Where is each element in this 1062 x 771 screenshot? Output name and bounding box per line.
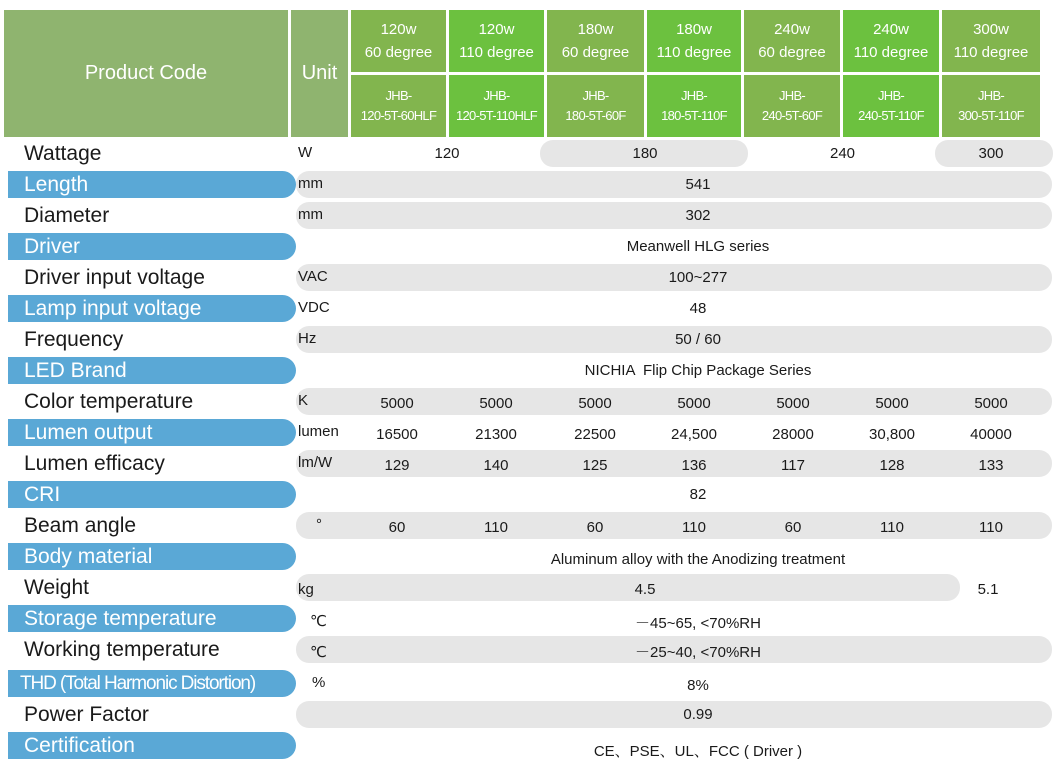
row-led-brand: [0, 356, 1062, 385]
label-weight: Weight: [24, 575, 89, 599]
label-color-temperature: Color temperature: [24, 389, 194, 413]
model-code-5: [744, 75, 840, 137]
model-code-suffix: 180-5T-110F: [661, 108, 727, 123]
model-header-1: [351, 10, 446, 72]
value-cell: 128: [879, 457, 905, 474]
label-frequency: Frequency: [24, 327, 124, 351]
unit-working-temperature: ℃: [310, 644, 327, 661]
row-thd: [0, 669, 1062, 698]
model-code-suffix: 300-5T-110F: [958, 108, 1024, 123]
row-driver-input-voltage: [0, 263, 1062, 292]
label-driver-input-voltage: Driver input voltage: [24, 265, 205, 289]
model-code-suffix: 240-5T-60F: [761, 108, 823, 123]
row-storage-temperature: [0, 604, 1062, 633]
unit-driver-input-voltage: VAC: [298, 268, 328, 285]
value-cell: 5000: [578, 395, 612, 412]
wattage-180: 180: [632, 145, 658, 162]
model-code-prefix: JHB-: [778, 88, 806, 103]
value-frequency: 50 / 60: [675, 331, 721, 348]
model-code-suffix: 180-5T-60F: [565, 108, 626, 123]
label-lamp-input-voltage: Lamp input voltage: [8, 295, 296, 322]
value-storage-temperature: －45~65, <70%RH: [635, 615, 761, 632]
row-color-temperature: [0, 387, 1062, 416]
row-driver: [0, 232, 1062, 261]
value-cell: 60: [388, 519, 406, 536]
model-code-prefix: JHB-: [582, 88, 609, 103]
label-driver: Driver: [8, 233, 296, 260]
label-working-temperature: Working temperature: [24, 637, 220, 661]
value-cell: 28000: [772, 426, 814, 443]
model-header-7: [942, 10, 1040, 72]
value-cell: 110: [682, 519, 706, 536]
value-driver-input-voltage: 100~277: [668, 269, 728, 286]
value-cell: 110: [979, 519, 1003, 536]
value-cell: 125: [582, 457, 608, 474]
model-beam: 60 degree: [364, 44, 433, 61]
unit-lumen-efficacy: lm/W: [298, 454, 333, 471]
wattage-300: 300: [978, 145, 1004, 162]
value-working-temperature: －25~40, <70%RH: [635, 644, 761, 661]
label-lumen-efficacy: Lumen efficacy: [24, 451, 165, 475]
unit-lumen-output: lumen: [298, 423, 339, 440]
wattage-240: 240: [829, 145, 856, 162]
row-lumen-output: [0, 418, 1062, 447]
model-beam: 60 degree: [758, 44, 826, 61]
model-beam: 110 degree: [459, 44, 534, 61]
row-lamp-input-voltage: [0, 294, 1062, 323]
weight-group-2: 5.1: [977, 581, 999, 598]
model-beam: 110 degree: [656, 44, 732, 61]
value-power-factor: 0.99: [683, 706, 713, 723]
model-power: 180w: [577, 21, 614, 38]
row-cri: [0, 480, 1062, 509]
value-cell: 136: [681, 457, 707, 474]
label-thd: THD (Total Harmonic Distortion): [8, 670, 296, 697]
model-code-prefix: JHB-: [680, 88, 708, 103]
row-diameter: [0, 201, 1062, 230]
model-code-2: [449, 75, 544, 137]
value-cell: 140: [483, 457, 509, 474]
value-cell: 5000: [875, 395, 909, 412]
model-code-4: [647, 75, 741, 137]
unit-storage-temperature: ℃: [310, 613, 327, 630]
row-body-material: [0, 542, 1062, 571]
unit-diameter: mm: [298, 206, 323, 223]
model-beam: 110 degree: [953, 44, 1029, 61]
model-code-prefix: JHB-: [483, 88, 510, 103]
label-led-brand: LED Brand: [8, 357, 296, 384]
label-certification: Certification: [8, 732, 296, 759]
model-code-prefix: JHB-: [877, 88, 905, 103]
unit-color-temperature: K: [298, 392, 309, 409]
value-cri: 82: [689, 486, 707, 503]
unit-wattage: W: [298, 144, 313, 161]
value-cell: 22500: [574, 426, 616, 443]
model-power: 120w: [478, 21, 515, 38]
model-beam: 110 degree: [853, 44, 929, 61]
value-driver: Meanwell HLG series: [626, 238, 770, 255]
row-lumen-efficacy: [0, 449, 1062, 478]
value-cell: 40000: [970, 426, 1012, 443]
model-power: 240w: [873, 21, 909, 38]
value-thd: 8%: [687, 677, 709, 694]
label-diameter: Diameter: [24, 203, 110, 227]
model-header-5: [744, 10, 840, 72]
model-power: 180w: [676, 21, 712, 38]
label-power-factor: Power Factor: [24, 702, 149, 726]
value-cell: 5000: [974, 395, 1008, 412]
row-wattage: [0, 139, 1062, 168]
row-weight: [0, 573, 1062, 602]
product-code-header: Product Code: [4, 10, 288, 137]
value-cell: 110: [484, 519, 508, 536]
unit-weight: kg: [298, 581, 314, 598]
value-cell: 16500: [376, 426, 418, 443]
unit-length: mm: [298, 175, 323, 192]
value-cell: 5000: [677, 395, 711, 412]
row-working-temperature: [0, 635, 1062, 664]
value-certification: CE、PSE、UL、FCC ( Driver ): [593, 743, 803, 760]
label-cri: CRI: [8, 481, 296, 508]
value-cell: 129: [384, 457, 410, 474]
value-cell: 24,500: [671, 426, 717, 443]
model-power: 240w: [774, 21, 810, 38]
label-wattage: Wattage: [24, 141, 102, 165]
value-cell: 60: [784, 519, 802, 536]
value-cell: 60: [586, 519, 604, 536]
value-cell: 30,800: [869, 426, 915, 443]
unit-thd: %: [312, 674, 326, 691]
row-length: [0, 170, 1062, 199]
model-header-2: [449, 10, 544, 72]
model-code-6: [843, 75, 939, 137]
value-cell: 117: [781, 457, 805, 474]
label-body-material: Body material: [8, 543, 296, 570]
value-cell: 21300: [475, 426, 517, 443]
label-length: Length: [8, 171, 296, 198]
label-lumen-output: Lumen output: [8, 419, 296, 446]
wattage-120: 120: [434, 145, 460, 162]
value-body-material: Aluminum alloy with the Anodizing treatment: [550, 551, 846, 568]
value-led-brand: NICHIA Flip Chip Package Series: [584, 362, 812, 379]
value-cell: 133: [978, 457, 1004, 474]
unit-beam-angle: °: [316, 516, 322, 533]
value-lamp-input-voltage: 48: [689, 300, 707, 317]
model-code-prefix: JHB-: [385, 88, 412, 103]
model-code-suffix: 120-5T-110HLF: [456, 108, 537, 123]
model-beam: 60 degree: [561, 44, 630, 61]
model-code-suffix: 240-5T-110F: [858, 108, 924, 123]
model-header-4: [647, 10, 741, 72]
row-certification: [0, 731, 1062, 760]
model-code-1: [351, 75, 446, 137]
row-frequency: [0, 325, 1062, 354]
value-diameter: 302: [685, 207, 711, 224]
model-header-6: [843, 10, 939, 72]
label-storage-temperature: Storage temperature: [8, 605, 296, 632]
model-power: 120w: [380, 21, 417, 38]
model-code-suffix: 120-5T-60HLF: [360, 108, 437, 123]
row-power-factor: [0, 700, 1062, 729]
value-length: 541: [685, 176, 711, 193]
model-code-prefix: JHB-: [977, 88, 1005, 103]
row-beam-angle: [0, 511, 1062, 540]
model-header-3: [547, 10, 644, 72]
weight-group-1: 4.5: [634, 581, 656, 598]
value-cell: 5000: [776, 395, 810, 412]
unit-header: Unit: [291, 10, 348, 137]
model-power: 300w: [973, 21, 1009, 38]
unit-lamp-input-voltage: VDC: [298, 299, 330, 316]
value-cell: 110: [880, 519, 904, 536]
unit-frequency: Hz: [298, 330, 317, 347]
value-cell: 5000: [479, 395, 513, 412]
model-code-3: [547, 75, 644, 137]
value-cell: 5000: [380, 395, 414, 412]
model-code-7: [942, 75, 1040, 137]
label-beam-angle: Beam angle: [24, 513, 137, 537]
